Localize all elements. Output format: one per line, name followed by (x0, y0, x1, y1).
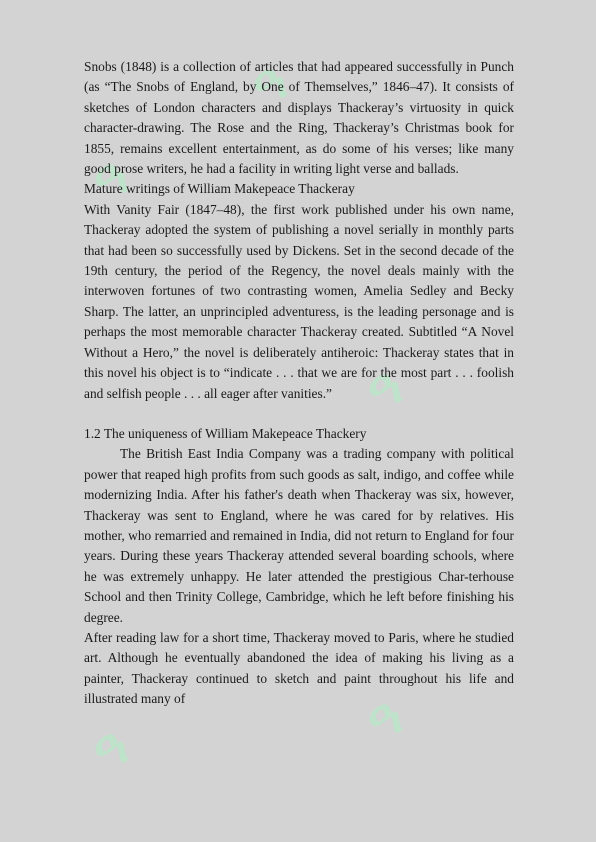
watermark-logo: ዓ (355, 687, 415, 753)
document-body (84, 57, 514, 710)
paragraph: After reading law for a short time, Thackeray moved to Paris, where he studied art. Although he eventually abandoned the idea of making his living as a painter, Thackeray continued to sketch and paint throughout his life and illustrated many of (84, 629, 514, 707)
watermark-logo: ዓ (355, 357, 415, 423)
spacer (84, 404, 514, 424)
section-heading: 1.2 The uniqueness of William Makepeace Thackery (84, 425, 367, 441)
watermark-logo: ዓ (81, 147, 141, 213)
paragraph: With Vanity Fair (1847–48), the first work published under his own name, Thackeray adopted the system of publishing a novel serially in monthly parts that had been so successfully used by Dickens. Set in the second decade of the 19th century, the period of the Regency, the novel deals mainly with the interwoven fortunes of two contrasting women, Amelia Sedley and Becky Sharp. The latter, an unprincipled adventuress, is the leading personage and is perhaps the most memorable character Thackeray created. Subtitled “A Novel Without a Hero,” the novel is deliberately antiheroic: Thackeray states that in this novel his object is to “indicate . . . that we are for the most part . . . foolish and selfish people . . . all eager after vanities.” (84, 201, 514, 401)
paragraph: The British East India Company was a trading company with political power that reaped high profits from such goods as salt, indigo, and coffee while modernizing India. After his father's death when Thackeray was six, however, Thackeray was sent to England, where he was cared for by relatives. His mother, who remarried and remained in India, did not return to England for four years. During these years Thackeray attended several boarding schools, where he was extremely unhappy. He later attended the prestigious Char-terhouse School and then Trinity College, Cambridge, which he left before finishing his degree. (84, 446, 514, 625)
watermark-logo: ዓ (240, 52, 300, 118)
paragraph: Snobs (1848) is a collection of articles that had appeared successfully in Punch (as “The Snobs of England, by One of Themselves,” 1846–47). It consists of sketches of London characters and displays Thackeray’s virtuosity in quick character-drawing. The Rose and the Ring, Thackeray’s Christmas book for 1855, remains excellent entertainment, as do some of his verses; like many good prose writers, he had a facility in writing light verse and ballads. (84, 59, 514, 177)
section-heading: Mature writings of William Makepeace Thackeray (84, 181, 355, 197)
watermark-logo: ዓ (81, 717, 141, 783)
